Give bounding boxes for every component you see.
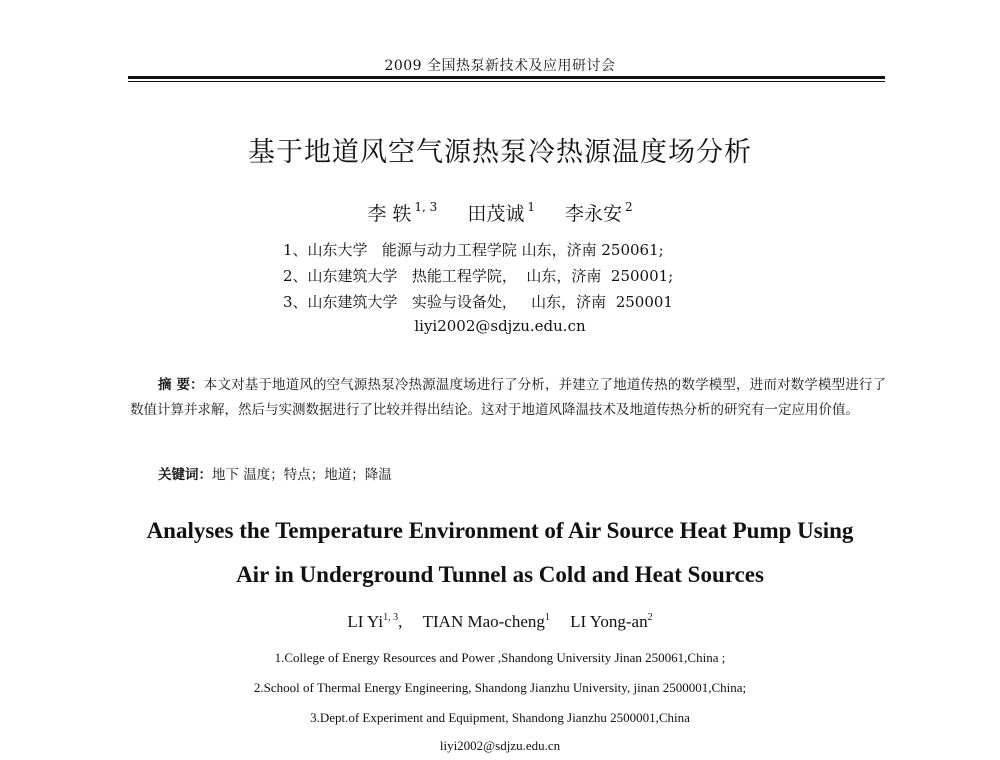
author-affil-mark: 2 — [647, 612, 653, 623]
author-name: LI Yong-an — [570, 612, 648, 631]
header-rule-thick — [128, 76, 885, 79]
chinese-author — [367, 199, 437, 226]
chinese-keywords — [158, 463, 392, 483]
chinese-affiliation: 3、山东建筑大学 实验与设备处， 山东，济南 250001 — [283, 293, 673, 311]
english-affiliation: 2.School of Thermal Energy Engineering, Shandong Jianzhu University, jinan 2500001,China; — [253, 680, 747, 695]
english-title-line-1: Analyses the Temperature Environment of Air Source Heat Pump Using — [146, 518, 854, 543]
author-affil-mark: 2 — [625, 200, 633, 214]
abstract-label: 摘 要： — [158, 377, 204, 393]
author-name: LI Yi — [347, 612, 384, 631]
chinese-authors — [0, 199, 1000, 226]
abstract-text: 本文对基于地道风的空气源热泵冷热源温度场进行了分析，并建立了地道传热的数学模型，进而对数学模型进行了数值计算并求解，然后与实测数据进行了比较并得出结论。这对于地道风降温技术及地道传热分析的研究有一定应用价值。 — [130, 377, 887, 418]
english-affiliation: 3.Dept.of Experiment and Equipment, Shandong Jianzhu 2500001,China — [310, 710, 690, 725]
chinese-title: 基于地道风空气源热泵冷热源温度场分析 — [248, 137, 752, 168]
english-author — [423, 612, 550, 632]
english-authors — [0, 612, 1000, 632]
chinese-email: liyi2002@sdjzu.edu.cn — [414, 317, 586, 335]
header-rule-thin — [128, 81, 885, 82]
author-affil-mark: 1, 3 — [383, 612, 399, 623]
keywords-label: 关键词： — [158, 467, 212, 483]
author-name: 李 轶 — [367, 203, 412, 225]
author-name: 田茂诚 — [467, 203, 525, 225]
author-separator: , — [398, 612, 403, 631]
author-name: TIAN Mao-cheng — [422, 612, 545, 631]
english-author — [570, 612, 652, 632]
chinese-author — [565, 199, 633, 226]
chinese-affiliation: 1、山东大学 能源与动力工程学院 山东，济南 250061; — [283, 241, 664, 259]
author-affil-mark: 1, 3 — [414, 200, 438, 214]
keywords-text: 地下 温度；特点；地道；降温 — [212, 467, 392, 483]
running-head: 2009 全国热泵新技术及应用研讨会 — [384, 58, 616, 74]
english-email: liyi2002@sdjzu.edu.cn — [439, 738, 561, 753]
chinese-abstract — [130, 373, 886, 423]
author-affil-mark: 1 — [527, 200, 535, 214]
english-title-line-2: Air in Underground Tunnel as Cold and Heat Sources — [236, 562, 764, 587]
author-affil-mark: 1 — [544, 612, 550, 623]
english-affiliation: 1.College of Energy Resources and Power ,Shandong University Jinan 250061,China ; — [274, 650, 726, 665]
chinese-affiliation: 2、山东建筑大学 热能工程学院， 山东，济南 250001; — [283, 267, 674, 285]
author-name: 李永安 — [565, 203, 623, 225]
english-author — [347, 612, 402, 632]
chinese-author — [467, 199, 535, 226]
